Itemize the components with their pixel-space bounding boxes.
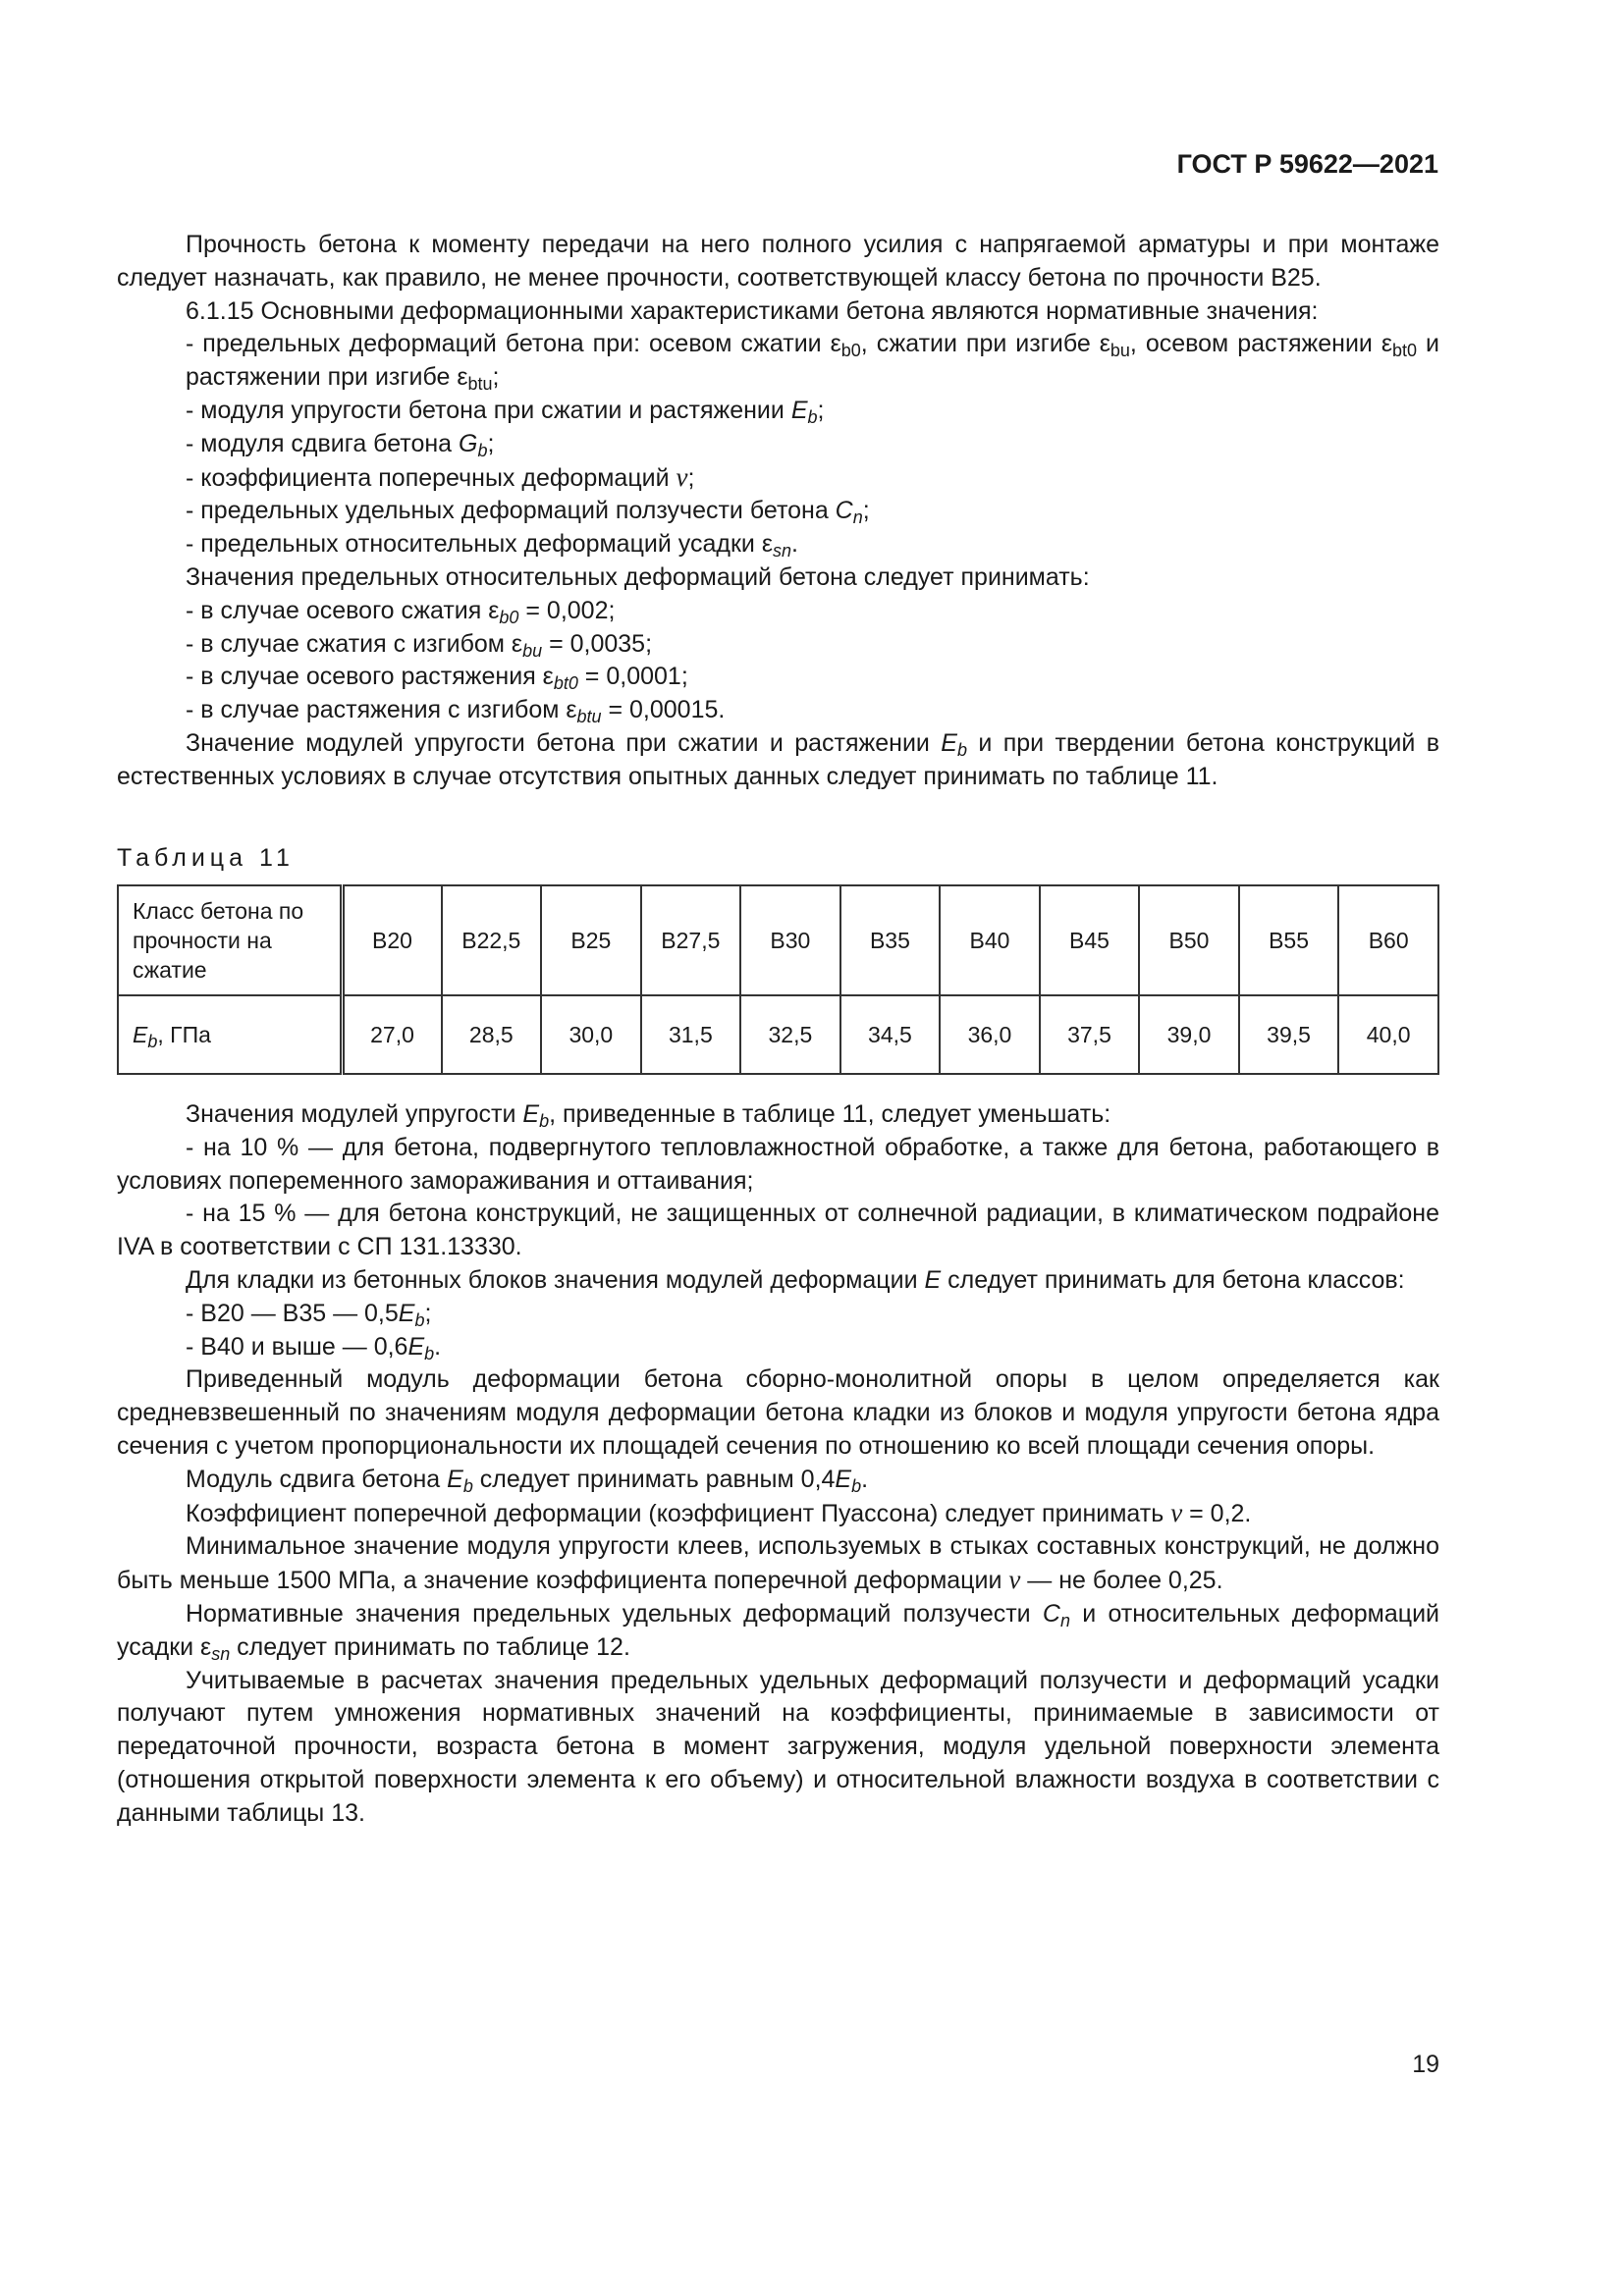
- paragraph-creep-shrinkage: Нормативные значения предельных удельных деформаций ползучести $C_n$ и относительных деформаций усадки $\varepsilon_{sn}$ следует принимать по таблице 12.: [117, 1599, 1440, 1664]
- table-cell-modulus: 40,0: [1338, 995, 1438, 1074]
- table-cell-modulus: 32,5: [740, 995, 840, 1074]
- paragraph-table11-reference: Значение модулей упругости бетона при сжатии и растяжении $E_b$ и при твердении бетона конструкций в естественных условиях в случае отсутствия опытных данных следует принимать по таблице 11.: [117, 728, 1439, 790]
- list-item-reduction-10: - на 10 % — для бетона, подвергнутого тепловлажностной обработке, а также для бетона, работающего в условиях попеременного замораживания и оттаивания;: [117, 1133, 1439, 1195]
- document-designation: ГОСТ Р 59622—2021: [1176, 149, 1438, 179]
- list-item-ultimate-strains: - предельных деформаций бетона при: осевом сжатии $\varepsilon_{b0}$, сжатии при изгибе $\varepsilon_{bu}$, осевом растяжении $\varepsilon_{bt0}$ и растяжении при изгибе $\varepsilon_{btu}$;: [186, 330, 1439, 395]
- table-cell-modulus: 34,5: [840, 995, 941, 1074]
- table-cell-class: В25: [541, 885, 641, 995]
- list-item-masonry-b40: - В40 и выше — $0,6E_b$.: [186, 1332, 442, 1363]
- table-cell-class: В27,5: [641, 885, 741, 995]
- paragraph-poisson: Коэффициент поперечной деформации (коэффициент Пуассона) следует принимать ν = 0,2.: [186, 1497, 1252, 1527]
- table-11: [117, 884, 1439, 1075]
- row-header-class: Класс бетона по прочности на сжатие: [118, 885, 342, 995]
- list-item-eps-bt0: - в случае осевого растяжения $\varepsilon_{bt0} = 0,0001$;: [186, 663, 688, 694]
- table-cell-modulus: 28,5: [442, 995, 542, 1074]
- table-cell-class: В30: [740, 885, 840, 995]
- table-cell-class: В35: [840, 885, 941, 995]
- table-cell-modulus: 27,0: [342, 995, 442, 1074]
- paragraph-reduction-intro: Значения модулей упругости $E_b$, приведенные в таблице 11, следует уменьшать:: [186, 1100, 1111, 1131]
- list-item-reduction-15: - на 15 % — для бетона конструкций, не защищенных от солнечной радиации, в климатическом подрайоне IVA в соответствии с СП 131.13330.: [117, 1200, 1439, 1261]
- table-row-class: [118, 885, 1438, 995]
- text-block-2: [117, 1098, 1439, 1831]
- table-cell-class: В22,5: [442, 885, 542, 995]
- list-item-creep: - предельных удельных деформаций ползучести бетона $C_n$;: [186, 497, 870, 528]
- list-item-shrinkage: - предельных относительных деформаций усадки $\varepsilon_{sn}$.: [186, 530, 798, 561]
- table-cell-modulus: 37,5: [1040, 995, 1140, 1074]
- paragraph-masonry-intro: Для кладки из бетонных блоков значения модулей деформации E следует принимать для бетона классов:: [186, 1265, 1405, 1294]
- text-block-1: [117, 229, 1439, 794]
- list-item-masonry-b20-b35: - В20 — В35 — $0,5E_b$;: [186, 1299, 432, 1330]
- list-item-shear-modulus: - модуля сдвига бетона $G_b$;: [186, 429, 495, 460]
- table-cell-class: В20: [342, 885, 442, 995]
- paragraph-strength-transfer: Прочность бетона к моменту передачи на него полного усилия с напрягаемой арматуры и при монтаже следует назначать, как правило, не менее прочности, соответствующей классу бетона по прочности В25.: [117, 231, 1439, 292]
- list-item-elastic-modulus: - модуля упругости бетона при сжатии и растяжении $E_b$;: [186, 396, 825, 427]
- table-cell-modulus: 36,0: [940, 995, 1040, 1074]
- row-header-modulus: $E_b$, ГПа: [118, 995, 342, 1074]
- paragraph-coefficients: Учитываемые в расчетах значения предельных удельных деформаций ползучести и деформаций усадки получают путем умножения нормативных значений на коэффициенты, принимаемые в зависимости от передаточной прочности, возраста бетона в момент загружения, модуля удельной поверхности элемента (отношения открытой поверхности элемента к его объему) и относительной влажности воздуха в соответствии с данными таблицы 13.: [117, 1666, 1439, 1827]
- table-cell-modulus: 30,0: [541, 995, 641, 1074]
- clause-6-1-15: 6.1.15 Основными деформационными характеристиками бетона являются нормативные значения:: [186, 296, 1319, 325]
- list-item-eps-btu: - в случае растяжения с изгибом $\varepsilon_{btu} = 0,00015$.: [186, 696, 726, 727]
- list-item-poisson: - коэффициента поперечных деформаций ν;: [186, 461, 695, 492]
- table-11-caption: Таблица 11: [117, 844, 295, 872]
- table-row-modulus: [118, 995, 1438, 1074]
- table-cell-class: В60: [1338, 885, 1438, 995]
- list-item-eps-b0: - в случае осевого сжатия $\varepsilon_{b0} = 0,002$;: [186, 596, 616, 627]
- table-cell-class: В45: [1040, 885, 1140, 995]
- table-cell-class: В40: [940, 885, 1040, 995]
- table-cell-class: В55: [1239, 885, 1339, 995]
- table-cell-modulus: 39,5: [1239, 995, 1339, 1074]
- paragraph-shear-modulus: Модуль сдвига бетона $E_b$ следует принимать равным $0,4E_b$.: [186, 1465, 869, 1496]
- paragraph-adhesives: Минимальное значение модуля упругости клеев, используемых в стыках составных конструкций, не должно быть меньше 1500 МПа, а значение коэффициента поперечной деформации ν — не более 0,25.: [117, 1532, 1439, 1595]
- paragraph-strain-values-intro: Значения предельных относительных деформаций бетона следует принимать:: [186, 562, 1090, 591]
- table-cell-class: В50: [1139, 885, 1239, 995]
- table-cell-modulus: 39,0: [1139, 995, 1239, 1074]
- page-number: 19: [1412, 2051, 1439, 2078]
- list-item-eps-bu: - в случае сжатия с изгибом $\varepsilon_{bu} = 0,0035$;: [186, 629, 653, 661]
- paragraph-reduced-modulus: Приведенный модуль деформации бетона сборно-монолитной опоры в целом определяется как средневзвешенный по значениям модуля деформации бетона кладки из блоков и модуля упругости бетона ядра сечения с учетом пропорциональности их площадей сечения по отношению ко всей площади сечения опоры.: [117, 1365, 1439, 1460]
- table-cell-modulus: 31,5: [641, 995, 741, 1074]
